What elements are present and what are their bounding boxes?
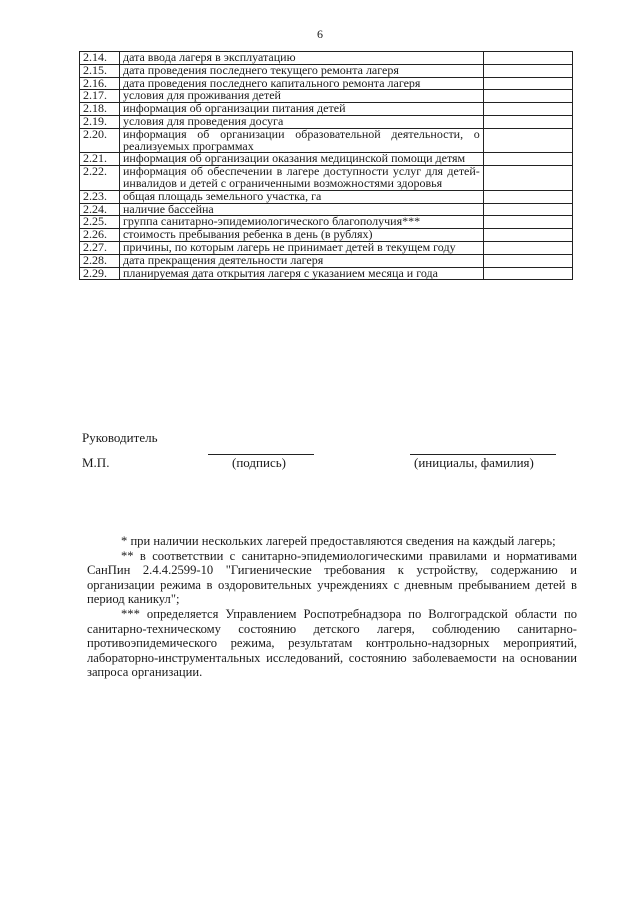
info-table-body — [80, 52, 573, 280]
name-caption: (инициалы, фамилия) — [414, 455, 534, 470]
row-text: причины, по которым лагерь не принимает детей в текущем году — [119, 241, 483, 254]
row-number: 2.27. — [80, 241, 120, 254]
row-text: дата проведения последнего капитального ремонта лагеря — [119, 77, 483, 90]
row-number: 2.16. — [80, 77, 120, 90]
table-row — [80, 166, 573, 191]
row-number: 2.20. — [80, 128, 120, 153]
row-value — [483, 166, 572, 191]
footnote-2: ** в соответствии с санитарно-эпидемиологическими правилами и нормативами СанПин 2.4.4.2599-10 "Гигиенические требования к устройству, содержанию и организации режима в оздоровительных учреждениях с дневным пребыванием детей в период каникул"; — [87, 548, 577, 607]
row-text: дата ввода лагеря в эксплуатацию — [119, 52, 483, 65]
row-value — [483, 103, 572, 116]
table-row — [80, 128, 573, 153]
footnotes — [87, 534, 577, 680]
row-value — [483, 90, 572, 103]
row-text: группа санитарно-эпидемиологического благополучия*** — [119, 216, 483, 229]
director-label: Руководитель — [82, 430, 158, 445]
row-number: 2.17. — [80, 90, 120, 103]
row-text: наличие бассейна — [119, 203, 483, 216]
row-number: 2.28. — [80, 254, 120, 267]
row-text: информация об обеспечении в лагере доступности услуг для детей-инвалидов и детей с ограниченными возможностями здоровья — [119, 166, 483, 191]
row-text: стоимость пребывания ребенка в день (в рублях) — [119, 229, 483, 242]
row-value — [483, 229, 572, 242]
stamp-label: М.П. — [82, 455, 110, 470]
row-value — [483, 216, 572, 229]
row-value — [483, 190, 572, 203]
row-value — [483, 77, 572, 90]
row-value — [483, 52, 572, 65]
row-value — [483, 115, 572, 128]
row-number: 2.25. — [80, 216, 120, 229]
row-text: общая площадь земельного участка, га — [119, 190, 483, 203]
row-text: дата проведения последнего текущего ремонта лагеря — [119, 64, 483, 77]
row-text: информация об организации оказания медицинской помощи детям — [119, 153, 483, 166]
row-number: 2.21. — [80, 153, 120, 166]
row-value — [483, 128, 572, 153]
row-number: 2.19. — [80, 115, 120, 128]
row-value — [483, 267, 572, 280]
row-value — [483, 203, 572, 216]
footnote-1: * при наличии нескольких лагерей предоставляются сведения на каждый лагерь; — [121, 534, 556, 548]
row-number: 2.24. — [80, 203, 120, 216]
row-number: 2.14. — [80, 52, 120, 65]
row-number: 2.15. — [80, 64, 120, 77]
row-number: 2.18. — [80, 103, 120, 116]
row-text: информация об организации питания детей — [119, 103, 483, 116]
row-number: 2.23. — [80, 190, 120, 203]
info-table — [79, 51, 573, 280]
row-text: условия для проживания детей — [119, 90, 483, 103]
row-text: планируемая дата открытия лагеря с указанием месяца и года — [119, 267, 483, 280]
row-text: условия для проведения досуга — [119, 115, 483, 128]
row-number: 2.29. — [80, 267, 120, 280]
row-value — [483, 254, 572, 267]
row-text: дата прекращения деятельности лагеря — [119, 254, 483, 267]
footnote-3: *** определяется Управлением Роспотребнадзора по Волгоградской области по санитарно-техническому состоянию детского лагеря, соблюдению санитарно-противоэпидемического режима, результатам контрольно-надзорных мероприятий, лабораторно-инструментальных исследований, состоянию заболеваемости на основании запроса организации. — [87, 606, 577, 680]
row-value — [483, 241, 572, 254]
row-number: 2.26. — [80, 229, 120, 242]
row-value — [483, 64, 572, 77]
table-row — [80, 267, 573, 280]
row-value — [483, 153, 572, 166]
row-text: информация об организации образовательной деятельности, о реализуемых программах — [119, 128, 483, 153]
page-number: 6 — [317, 27, 323, 41]
row-number: 2.22. — [80, 166, 120, 191]
signature-caption: (подпись) — [232, 455, 286, 470]
